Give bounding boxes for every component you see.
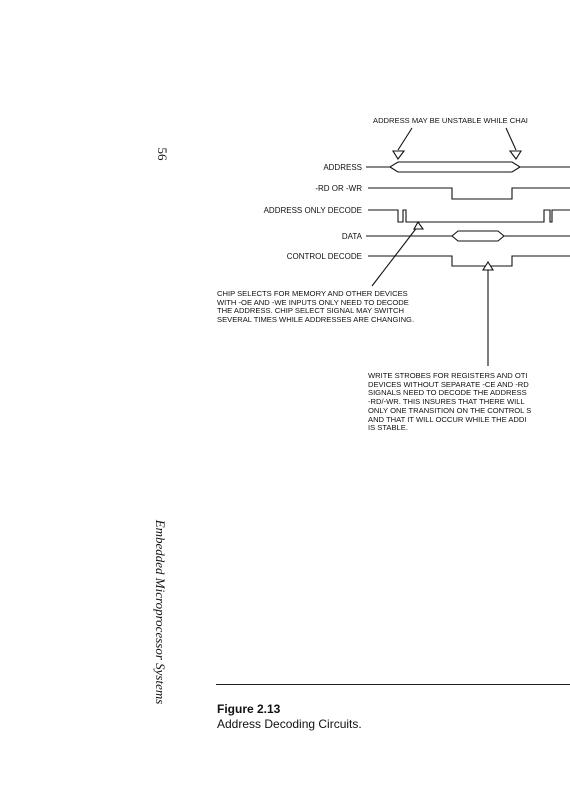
write-strobe-note-line: IS STABLE. bbox=[368, 423, 408, 433]
signal-label-data: DATA bbox=[341, 232, 362, 241]
write-strobe-note-line: -RD/-WR. THIS INSURES THAT THERE WILL bbox=[368, 397, 525, 407]
write-strobe-note-line: ONLY ONE TRANSITION ON THE CONTROL S bbox=[368, 405, 532, 415]
rd-wr-waveform bbox=[368, 188, 570, 199]
write-strobe-note-line: DEVICES WITHOUT SEPARATE -CE AND -RD bbox=[368, 379, 529, 389]
signal-label-address: ADDRESS bbox=[323, 163, 362, 172]
address-decode-waveform bbox=[368, 210, 570, 222]
page-number: 56 bbox=[155, 147, 170, 161]
signal-label-rd-wr: -RD OR -WR bbox=[315, 184, 362, 193]
figure-divider bbox=[216, 684, 570, 685]
chip-select-note-line: CHIP SELECTS FOR MEMORY AND OTHER DEVICES bbox=[217, 289, 408, 298]
signal-label-address-decode: ADDRESS ONLY DECODE bbox=[263, 206, 362, 215]
top-arrowhead-left bbox=[393, 151, 404, 159]
write-strobe-note bbox=[368, 372, 531, 433]
write-strobe-note-line: AND THAT IT WILL OCCUR WHILE THE ADDI bbox=[368, 414, 527, 424]
address-waveform bbox=[366, 162, 570, 167]
chip-select-arrowhead bbox=[414, 222, 423, 229]
top-arrow-right bbox=[506, 128, 516, 150]
write-strobe-note-line: WRITE STROBES FOR REGISTERS AND OTI bbox=[368, 371, 528, 380]
top-arrow-left bbox=[398, 128, 412, 150]
data-waveform-lower bbox=[452, 236, 504, 241]
chip-select-note-line: THE ADDRESS. CHIP SELECT SIGNAL MAY SWITCH bbox=[217, 306, 404, 316]
control-decode-waveform bbox=[368, 256, 570, 266]
running-head: Embedded Microprocessor Systems bbox=[153, 519, 168, 705]
chip-select-note bbox=[217, 290, 414, 325]
address-waveform-lower bbox=[390, 167, 520, 172]
chip-select-note-line: WITH -OE AND -WE INPUTS ONLY NEED TO DECODE bbox=[217, 297, 409, 307]
write-strobe-note-line: SIGNALS NEED TO DECODE THE ADDRESS bbox=[368, 388, 527, 398]
signal-label-control-decode: CONTROL DECODE bbox=[286, 252, 362, 261]
data-waveform bbox=[366, 231, 570, 236]
top-arrowhead-right bbox=[510, 151, 521, 159]
figure-caption: Address Decoding Circuits. bbox=[217, 717, 362, 731]
figure-title: Figure 2.13 bbox=[217, 702, 281, 716]
top-annotation: ADDRESS MAY BE UNSTABLE WHILE CHAI bbox=[373, 116, 528, 125]
chip-select-note-line: SEVERAL TIMES WHILE ADDRESSES ARE CHANGING. bbox=[217, 315, 415, 325]
